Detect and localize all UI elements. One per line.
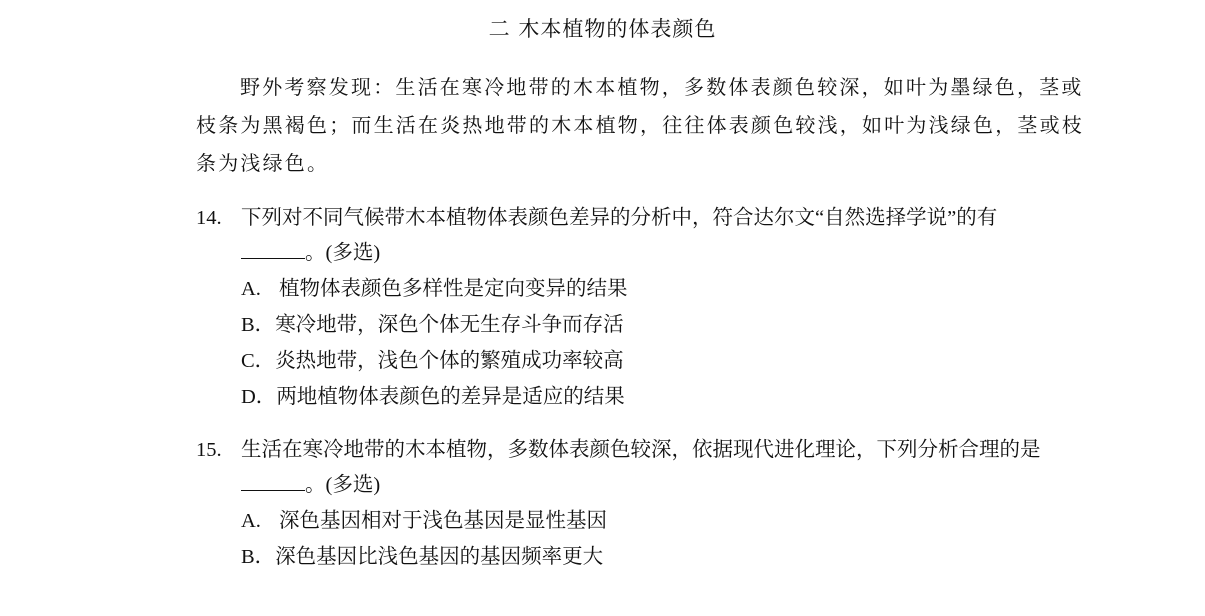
option-text: 炎热地带，浅色个体的繁殖成功率较高 xyxy=(275,350,624,372)
options-list xyxy=(196,271,1096,415)
question-number: 15. xyxy=(196,439,222,461)
option-b[interactable] xyxy=(241,539,1096,575)
question-text: 生活在寒冷地带的木本植物，多数体表颜色较深，依据现代进化理论，下列分析合理的是 xyxy=(241,439,1041,461)
option-text: 深色基因比浅色基因的基因频率更大 xyxy=(275,546,604,568)
question-text-suffix: 。(多选) xyxy=(305,474,381,496)
passage-text: 野外考察发现：生活在寒冷地带的木本植物，多数体表颜色较深，如叶为墨绿色，茎或枝条为黑褐色；而生活在炎热地带的木本植物，往往体表颜色较浅，如叶为浅绿色，茎或枝条为浅绿色。 xyxy=(196,75,1084,175)
option-letter: B． xyxy=(241,546,276,568)
option-letter: C． xyxy=(241,350,276,372)
option-letter: D． xyxy=(241,386,277,408)
answer-blank[interactable] xyxy=(241,238,305,259)
question-14 xyxy=(196,201,1096,415)
option-c[interactable] xyxy=(241,343,1096,379)
question-stem xyxy=(196,201,1096,271)
option-d[interactable] xyxy=(241,379,1096,415)
option-text: 寒冷地带，深色个体无生存斗争而存活 xyxy=(275,314,624,336)
question-15 xyxy=(196,433,1096,575)
option-letter: A. xyxy=(241,278,261,300)
options-list xyxy=(196,503,1096,575)
question-text: 下列对不同气候带木本植物体表颜色差异的分析中，符合达尔文“自然选择学说”的有 xyxy=(241,207,998,229)
section-title: 二 木本植物的体表颜色 xyxy=(488,17,717,41)
option-a[interactable] xyxy=(241,503,1096,539)
answer-blank[interactable] xyxy=(241,470,305,491)
option-b[interactable] xyxy=(241,307,1096,343)
option-text: 两地植物体表颜色的差异是适应的结果 xyxy=(276,386,625,408)
question-stem xyxy=(196,433,1096,503)
option-a[interactable] xyxy=(241,271,1096,307)
option-text: 植物体表颜色多样性是定向变异的结果 xyxy=(279,278,628,300)
option-text: 深色基因相对于浅色基因是显性基因 xyxy=(279,510,607,532)
question-number: 14. xyxy=(196,207,222,229)
question-text-suffix: 。(多选) xyxy=(305,242,381,264)
option-letter: A. xyxy=(241,510,261,532)
option-letter: B． xyxy=(241,314,276,336)
